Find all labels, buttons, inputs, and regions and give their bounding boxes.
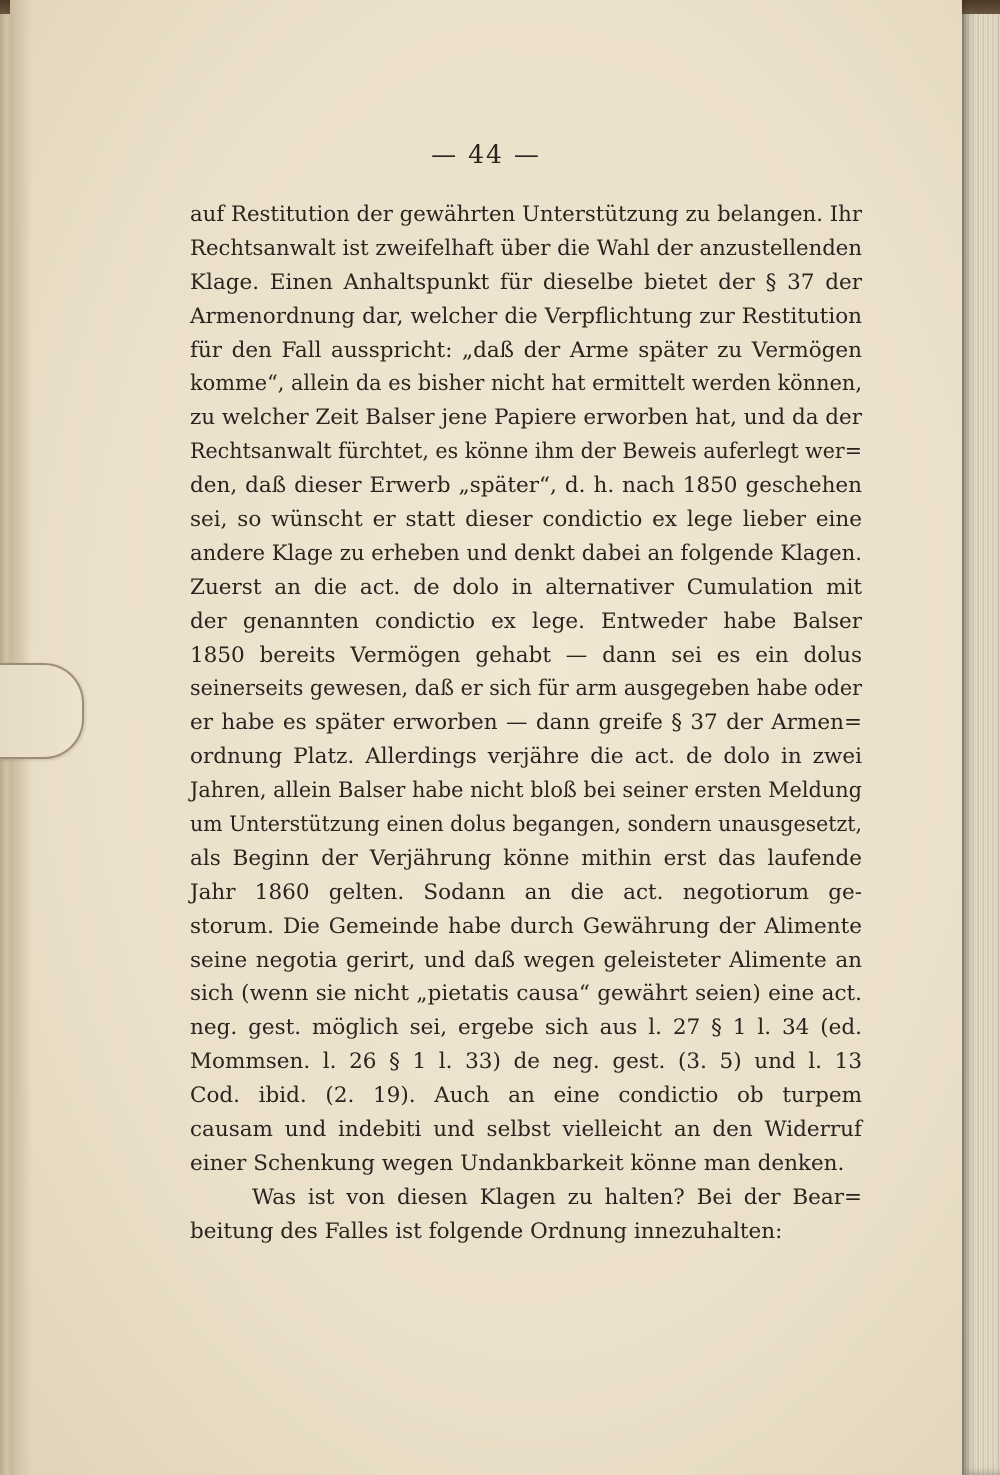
text-line: andere Klage zu erheben und denkt dabei an folgende Klagen. [190, 540, 862, 566]
page-number: — 44 — [431, 140, 541, 169]
text-line: Rechtsanwalt ist zweifelhaft über die Wahl der anzustellenden [190, 235, 863, 261]
text-line: den, daß dieser Erwerb „später“, d. h. nach 1850 geschehen [190, 473, 862, 499]
text-line: Armenordnung dar, welcher die Verpflichtung zur Restitution [190, 303, 862, 329]
bookmark-tab [0, 663, 84, 759]
text-line: Jahren, allein Balser habe nicht bloß bei seiner ersten Meldung [190, 778, 863, 804]
text-line: Was ist von diesen Klagen zu halten? Bei der Bear= [252, 1184, 862, 1210]
text-line: Klage. Einen Anhaltspunkt für dieselbe bietet der § 37 der [190, 269, 862, 295]
text-line: neg. gest. möglich sei, ergebe sich aus l. 27 § 1 l. 34 (ed. [190, 1015, 862, 1041]
text-line: Zuerst an die act. de dolo in alternativer Cumulation mit [190, 574, 862, 600]
text-line: um Unterstützung einen dolus begangen, sondern unausgesetzt, [190, 812, 862, 838]
text-line: als Beginn der Verjährung könne mithin erst das laufende [190, 845, 862, 871]
text-line: auf Restitution der gewährten Unterstützung zu belangen. Ihr [190, 202, 862, 227]
text-line: er habe es später erworben — dann greife § 37 der Armen= [190, 710, 862, 736]
text-line: Mommsen. l. 26 § 1 l. 33) de neg. gest. (3. 5) und l. 13 [190, 1049, 862, 1075]
text-line: Jahr 1860 gelten. Sodann an die act. negotiorum ge- [190, 879, 862, 905]
text-line: seinerseits gewesen, daß er sich für arm ausgegeben habe oder [190, 676, 862, 702]
body-text [190, 198, 862, 1249]
page-stack-edge [960, 0, 1000, 1475]
text-line: der genannten condictio ex lege. Entweder habe Balser [190, 608, 862, 634]
text-line: für den Fall ausspricht: „daß der Arme später zu Vermögen [190, 337, 862, 363]
text-line: beitung des Falles ist folgende Ordnung innezuhalten: [190, 1218, 783, 1244]
text-line: sei, so wünscht er statt dieser condictio ex lege lieber eine [190, 507, 862, 533]
text-line: causam und indebiti und selbst vielleicht an den Widerruf [190, 1117, 862, 1143]
text-line: Rechtsanwalt fürchtet, es könne ihm der Beweis auferlegt wer= [190, 439, 863, 465]
text-line: komme“, allein da es bisher nicht hat ermittelt werden können, [190, 371, 862, 397]
text-line: Cod. ibid. (2. 19). Auch an eine condictio ob turpem [190, 1083, 862, 1109]
text-line: einer Schenkung wegen Undankbarkeit könne man denken. [190, 1150, 845, 1176]
text-line: storum. Die Gemeinde habe durch Gewährung der Alimente [190, 913, 862, 939]
text-line: 1850 bereits Vermögen gehabt — dann sei es ein dolus [190, 642, 862, 668]
text-line: seine negotia gerirt, und daß wegen geleisteter Alimente an [190, 947, 862, 973]
text-line: zu welcher Zeit Balser jene Papiere erworben hat, und da der [190, 405, 862, 431]
text-line: sich (wenn sie nicht „pietatis causa“ gewährt seien) eine act. [190, 981, 862, 1007]
text-line: ordnung Platz. Allerdings verjähre die act. de dolo in zwei [190, 744, 862, 770]
